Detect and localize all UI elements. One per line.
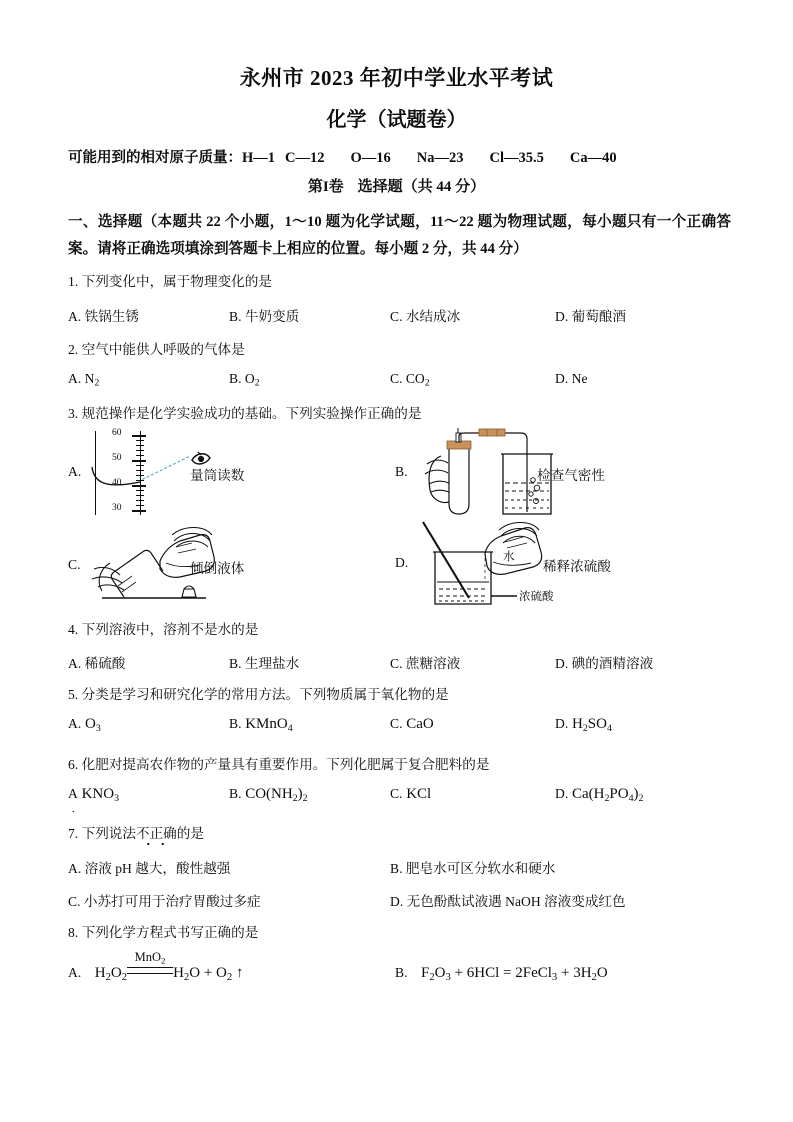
question-3-text: 规范操作是化学实验成功的基础。下列实验操作正确的是 (81, 406, 422, 421)
question-1-number: 1. (68, 274, 79, 289)
question-7-options-row2 (68, 890, 731, 912)
question-8-number: 8. (68, 925, 79, 940)
volume-type: 选择题（共 44 分） (357, 179, 486, 195)
question-5-text: 分类是学习和研究化学的常用方法。下列物质属于氧化物的是 (81, 687, 449, 702)
question-5-options (68, 716, 731, 740)
question-7-stem (68, 824, 204, 844)
q8-option-b-tag: B. (395, 965, 408, 980)
q6-option-a[interactable]: A $KNO_3$ (68, 786, 120, 804)
q3-option-d-tag: D. (395, 555, 409, 570)
question-5-stem (68, 685, 449, 705)
q8-option-a-catalyst-arrow (127, 950, 173, 982)
q3-option-b-figure[interactable] (395, 428, 735, 523)
mass-na: Na—23 (416, 150, 464, 166)
q5-option-b[interactable]: B. KMnO$_4$ (229, 716, 293, 734)
volume-number: 第I卷 (307, 179, 344, 195)
question-4-stem (68, 620, 258, 640)
question-2-stem (68, 340, 245, 360)
q3-option-c-caption: 倾倒液体 (190, 561, 245, 576)
question-8-text: 下列化学方程式书写正确的是 (81, 925, 259, 940)
question-7-number: 7. (68, 826, 79, 841)
q4-option-c[interactable]: C. 蔗糖溶液 (390, 656, 461, 671)
q2-option-d[interactable]: D. Ne (555, 371, 588, 386)
q4-option-d[interactable]: D. 碘的酒精溶液 (555, 656, 654, 671)
q1-option-d[interactable]: D. 葡萄酿酒 (555, 309, 626, 324)
question-3-number: 3. (68, 406, 79, 421)
mass-h: H—1 (242, 150, 276, 166)
question-7-text-after: 的是 (176, 826, 204, 841)
question-4-text: 下列溶液中，溶剂不是水的是 (81, 622, 259, 637)
q3-option-d-figure[interactable] (395, 522, 735, 622)
q7-option-c[interactable]: C. 小苏打可用于治疗胃酸过多症 (68, 894, 261, 909)
q3-option-a-figure[interactable] (68, 428, 398, 523)
q3-option-d-acid-label: 浓硫酸 (519, 591, 554, 603)
q1-option-a[interactable]: A. 铁锅生锈 (68, 309, 139, 324)
q8-catalyst-label: MnO$_2$ (134, 950, 166, 966)
question-3-stem (68, 404, 421, 424)
mass-o: O—16 (350, 150, 391, 166)
masses-label: 可能用到的相对原子质量： (68, 150, 242, 166)
q3-option-b-tag: B. (395, 464, 408, 479)
meniscus-curve (90, 465, 150, 505)
q1-option-c[interactable]: C. 水结成冰 (390, 309, 461, 324)
cylinder-tick-label-40: 40 (112, 478, 122, 488)
q8-option-a-tag: A. (68, 965, 82, 980)
q6-option-c[interactable]: C. KCl (390, 786, 432, 802)
q3-option-a-caption: 量筒读数 (190, 468, 245, 483)
question-1-options (68, 305, 731, 327)
q3-option-c-figure[interactable] (68, 525, 398, 615)
q1-option-b[interactable]: B. 牛奶变质 (229, 309, 300, 324)
question-8-stem (68, 923, 258, 943)
question-4-options (68, 652, 731, 674)
q7-option-d[interactable]: D. 无色酚酞试液遇 NaOH 溶液变成红色 (390, 894, 626, 909)
q3-option-d-water-label: 水 (503, 551, 515, 563)
q2-option-b[interactable]: B. $O_2$ (229, 371, 260, 389)
q2-option-c[interactable]: C. $CO_2$ (390, 371, 430, 389)
q6-option-b[interactable]: B. $CO(NH_2)_2$ (229, 786, 308, 804)
cylinder-tick-30 (132, 510, 146, 512)
mass-c: C—12 (285, 150, 325, 166)
q3-option-c-tag: C. (68, 557, 81, 572)
section-instruction: 一、选择题（本题共 22 个小题，1～10 题为化学试题，11～22 题为物理试题，每小题只有一个正确答案。请将正确选项填涂到答题卡上相应的位置。每小题 2 分，共 44 分） (68, 214, 731, 257)
q8-option-b[interactable] (395, 965, 608, 983)
mass-cl: Cl—35.5 (489, 150, 544, 166)
q8-option-a-left: $H_2O_2$ (94, 965, 128, 983)
q4-option-b[interactable]: B. 生理盐水 (229, 656, 300, 671)
question-6-number: 6. (68, 757, 79, 772)
question-2-options (68, 371, 731, 393)
q3-option-b-caption: 检查气密性 (537, 468, 605, 483)
q3-option-a-tag: A. (68, 464, 82, 479)
question-1-text: 下列变化中，属于物理变化的是 (81, 274, 272, 289)
q6-option-d[interactable]: D. $Ca(H_2PO_4)_2$ (555, 786, 644, 804)
question-6-text: 化肥对提高农作物的产量具有重要作用。下列化肥属于复合肥料的是 (81, 757, 490, 772)
cylinder-tick-label-50: 50 (112, 453, 122, 463)
q8-option-b-equation: $F_2O_3 + 6HCl$ = 2FeCl$_3$ + $3H_2O$ (420, 965, 608, 983)
q7-option-a[interactable]: A. 溶液 pH 越大，酸性越强 (68, 861, 231, 876)
cylinder-tick-label-30: 30 (112, 503, 122, 513)
question-6-stem (68, 755, 489, 775)
question-2-text: 空气中能供人呼吸的气体是 (81, 342, 245, 357)
question-7-emphasis: 不正确 (135, 826, 177, 841)
q5-option-c[interactable]: C. CaO (390, 716, 434, 732)
q6-option-a-stray-period: . (72, 803, 75, 815)
q2-option-a[interactable]: A. $N_2$ (68, 371, 100, 389)
q4-option-a[interactable]: A. 稀硫酸 (68, 656, 126, 671)
q5-option-d[interactable]: D. $H_2SO_4$ (555, 716, 612, 734)
question-7-options-row1 (68, 857, 731, 879)
question-2-number: 2. (68, 342, 79, 357)
page-title: 永州市 2023 年初中学业水平考试 (239, 66, 554, 90)
volume-header (0, 175, 793, 196)
q3-option-d-caption: 稀释浓硫酸 (543, 559, 611, 574)
mass-ca: Ca—40 (569, 150, 617, 166)
question-4-number: 4. (68, 622, 79, 637)
cylinder-tick-50 (132, 460, 146, 462)
cylinder-tick-label-60: 60 (112, 428, 122, 438)
question-7-text-before: 下列说法 (81, 826, 136, 841)
pouring-liquid-apparatus (88, 523, 278, 611)
relative-atomic-masses (68, 146, 748, 167)
question-5-number: 5. (68, 687, 79, 702)
question-1-stem (68, 272, 272, 292)
question-6-options (68, 786, 731, 815)
q7-option-b[interactable]: B. 肥皂水可区分软水和硬水 (390, 861, 556, 876)
cylinder-tick-60 (132, 435, 146, 437)
q8-option-a[interactable] (68, 950, 244, 983)
subject-title: 化学（试题卷） (326, 109, 467, 131)
q5-option-a[interactable]: A. $O_3$ (68, 716, 101, 734)
q8-option-a-right: $H_2O + O_2$ ↑ (173, 965, 244, 983)
